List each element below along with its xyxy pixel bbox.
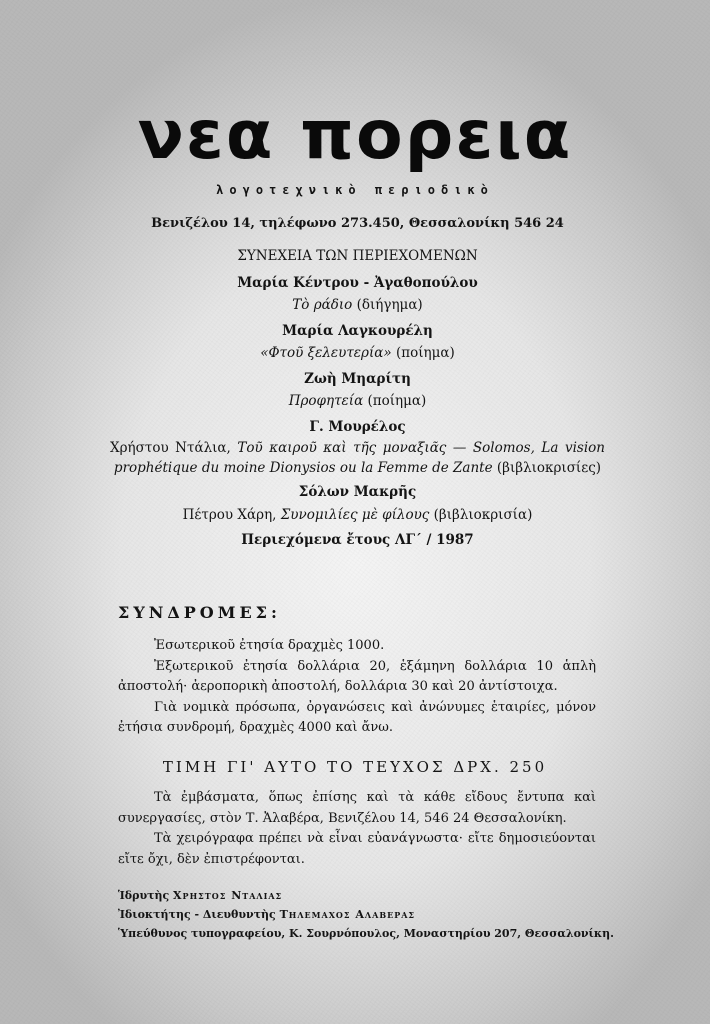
toc-genre: (ποίημα) <box>367 393 427 409</box>
toc-genre: (ποίημα) <box>395 345 455 361</box>
magazine-title: νεα πορεια <box>137 96 573 175</box>
paragraph: Τὰ ἐμβάσματα, ὅπως ἐπίσης καὶ τὰ κάθε εἴδους ἔντυπα καὶ συνεργασίες, στὸν Τ. Ἀλαβέρα, Βενιζέλου 14, 546 24 Θεσσαλονίκη. <box>118 790 596 826</box>
toc-genre: (βιβλιοκρισίες) <box>496 460 602 476</box>
toc-work: Τοῦ καιροῦ καὶ τῆς μοναξιᾶς — Solomos, La vision prophétique du moine Dionysios ou la Femme de Zante <box>113 440 605 476</box>
subscriptions-heading: ΣΥΝΔΡΟΜΕΣ: <box>118 603 281 622</box>
credit-name: Τηλεμαχος Αλαβερας <box>279 908 416 921</box>
credit-line <box>118 924 614 943</box>
toc-work: «Φτοῦ ξελευτερία» <box>260 345 392 361</box>
paragraph: Ἐξωτερικοῦ ἐτησία δολλάρια 20, ἑξάμηνη δολλάρια 10 ἁπλὴ ἀποστολή· ἀεροπορικὴ ἀποστολή, δολλάρια 30 καὶ 20 ἀντίστοιχα. <box>118 658 596 694</box>
toc-author: Σόλων Μακρῆς <box>298 484 417 500</box>
magazine-subtitle: λογοτεχνικὸ περιοδικὸ <box>216 183 494 197</box>
credits <box>118 886 614 943</box>
toc-review-author: Χρήστου Ντάλια, <box>110 440 231 456</box>
toc-footer: Περιεχόμενα ἔτους ΛΓ΄ / 1987 <box>241 532 474 548</box>
toc-author: Μαρία Λαγκουρέλη <box>282 322 433 339</box>
credit-role: Ὑπεύθυνος τυπογραφείου, <box>118 927 286 940</box>
toc-heading: ΣΥΝΕΧΕΙΑ ΤΩΝ ΠΕΡΙΕΧΟΜΕΝΩΝ <box>237 248 478 264</box>
paragraph: Γιὰ νομικὰ πρόσωπα, ὀργανώσεις καὶ ἀνώνυμες ἑταιρίες, μόνον ἐτήσια συνδρομή, δραχμὲς 4000 καὶ ἄνω. <box>118 699 596 735</box>
toc-genre: (βιβλιοκρισία) <box>433 506 533 523</box>
paragraph: Ἐσωτερικοῦ ἐτησία δραχμὲς 1000. <box>154 638 385 653</box>
toc-entry <box>110 294 605 317</box>
toc-genre: (διήγημα) <box>356 297 423 313</box>
toc-work: Συνομιλίες μὲ φίλους <box>280 506 430 523</box>
credit-role: Ἱδρυτὴς <box>118 889 170 902</box>
toc-entry <box>110 390 605 413</box>
credit-name: Χρηστος Ντaλιας <box>173 889 283 902</box>
notes <box>118 788 596 870</box>
credit-line <box>118 905 614 924</box>
issue-price: ΤΙΜΗ ΓΙ' ΑΥΤΟ ΤΟ ΤΕΥΧΟΣ ΔΡΧ. 250 <box>162 758 548 776</box>
toc-entry <box>110 438 605 478</box>
table-of-contents <box>110 245 605 552</box>
toc-entry <box>110 342 605 365</box>
credit-name: Κ. Σουρνόπουλος, Μοναστηρίου 207, Θεσσαλονίκη. <box>289 927 614 940</box>
toc-work: Τὸ ράδιο <box>292 297 353 313</box>
credit-role: Ἰδιοκτήτης - Διευθυντὴς <box>118 908 276 921</box>
credit-line <box>118 886 614 905</box>
toc-author: Γ. Μουρέλος <box>309 418 406 435</box>
address: Βενιζέλου 14, τηλέφωνο 273.450, Θεσσαλονίκη 546 24 <box>151 216 564 231</box>
subscriptions-text <box>118 636 596 739</box>
toc-author: Ζωὴ Μηαρίτη <box>304 370 411 387</box>
toc-entry <box>110 504 605 527</box>
toc-work: Προφητεία <box>288 393 364 409</box>
toc-author: Μαρία Κέντρου - Ἀγαθοπούλου <box>237 274 478 291</box>
paragraph: Τὰ χειρόγραφα πρέπει νὰ εἶναι εὐανάγνωστα· εἴτε δημοσιεύονται εἴτε ὄχι, δὲν ἐπιστρέφονται. <box>118 831 596 867</box>
toc-review-author: Πέτρου Χάρη, <box>182 506 277 523</box>
